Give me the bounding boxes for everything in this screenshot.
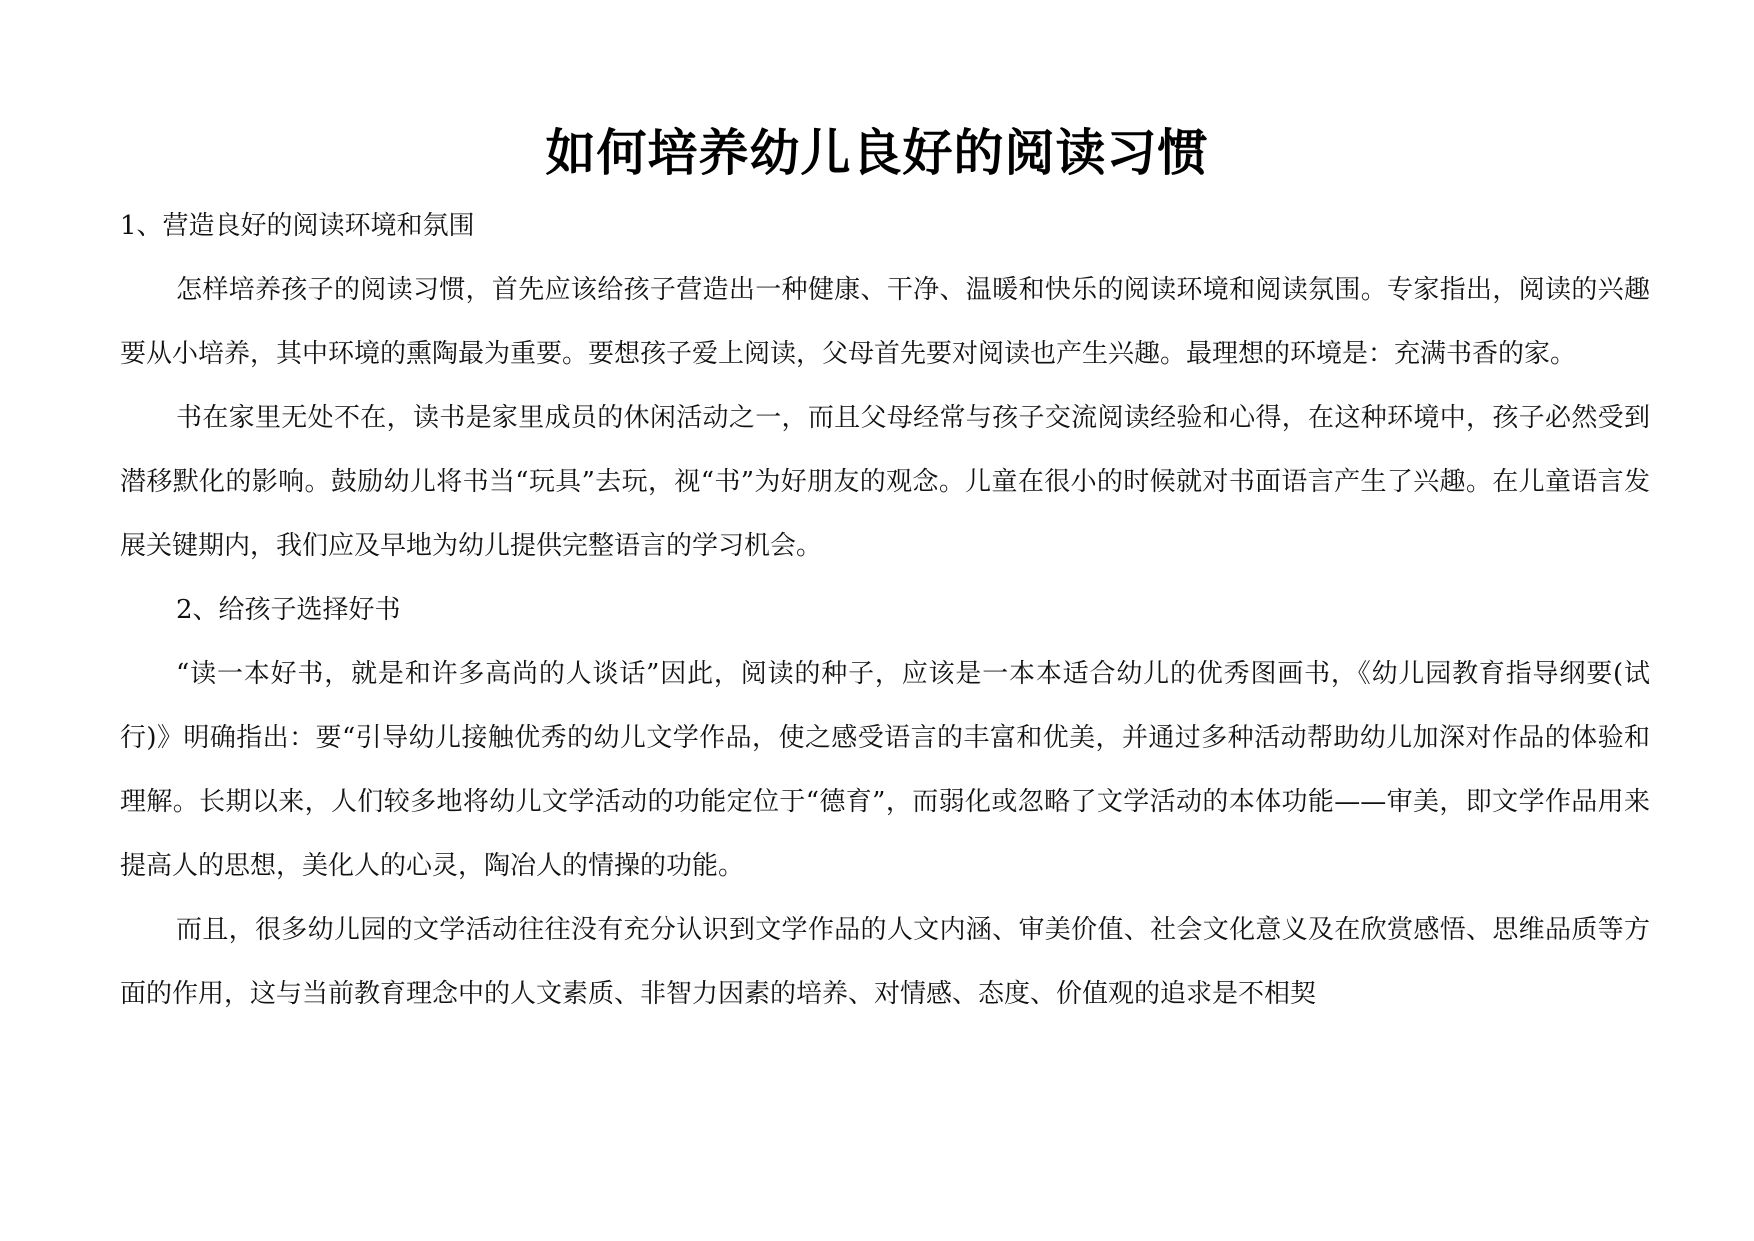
section-heading-1: 1、营造良好的阅读环境和氛围 [120, 211, 475, 241]
paragraph-reading-environment: 怎样培养孩子的阅读习惯，首先应该给孩子营造出一种健康、干净、温暖和快乐的阅读环境和阅读氛围。专家指出，阅读的兴趣要从小培养，其中环境的熏陶最为重要。要想孩子爱上阅读，父母首先要对阅读也产生兴趣。最理想的环境是：充满书香的家。 [120, 275, 1650, 369]
document-body [120, 194, 1650, 1026]
section-heading-2: 2、给孩子选择好书 [176, 595, 401, 625]
paragraph-literary-activities: 而且，很多幼儿园的文学活动往往没有充分认识到文学作品的人文内涵、审美价值、社会文化意义及在欣赏感悟、思维品质等方面的作用，这与当前教育理念中的人文素质、非智力因素的培养、对情感、态度、价值观的追求是不相契 [120, 915, 1650, 1009]
paragraph-books-at-home: 书在家里无处不在，读书是家里成员的休闲活动之一，而且父母经常与孩子交流阅读经验和心得，在这种环境中，孩子必然受到潜移默化的影响。鼓励幼儿将书当“玩具”去玩，视“书”为好朋友的观念。儿童在很小的时候就对书面语言产生了兴趣。在儿童语言发展关键期内，我们应及早地为幼儿提供完整语言的学习机会。 [120, 403, 1650, 561]
document-title: 如何培养幼儿良好的阅读习惯 [545, 124, 1209, 182]
paragraph-good-books: “读一本好书，就是和许多高尚的人谈话”因此，阅读的种子，应该是一本本适合幼儿的优秀图画书，《幼儿园教育指导纲要(试行)》明确指出：要“引导幼儿接触优秀的幼儿文学作品，使之感受语言的丰富和优美，并通过多种活动帮助幼儿加深对作品的体验和理解。长期以来，人们较多地将幼儿文学活动的功能定位于“德育”，而弱化或忽略了文学活动的本体功能——审美，即文学作品用来提高人的思想，美化人的心灵，陶冶人的情操的功能。 [120, 659, 1650, 881]
